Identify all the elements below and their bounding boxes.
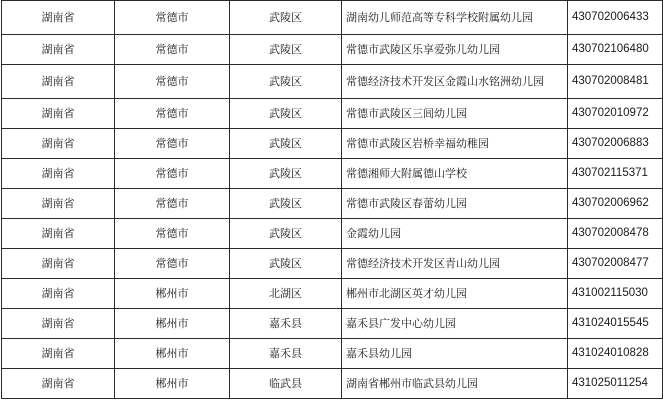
province-cell: 湖南省	[2, 65, 115, 99]
district-cell: 北湖区	[230, 279, 342, 309]
province-cell: 湖南省	[2, 369, 115, 399]
province-cell: 湖南省	[2, 219, 115, 249]
code-cell: 431024015545	[568, 309, 663, 339]
district-cell: 武陵区	[230, 219, 342, 249]
province-cell: 湖南省	[2, 339, 115, 369]
school-cell: 常德湘师大附属德山学校	[342, 159, 568, 189]
table-row	[2, 65, 663, 99]
city-cell: 常德市	[115, 99, 230, 129]
city-cell: 郴州市	[115, 309, 230, 339]
code-cell: 431024010828	[568, 339, 663, 369]
code-cell: 431002115030	[568, 279, 663, 309]
city-cell: 常德市	[115, 35, 230, 65]
province-cell: 湖南省	[2, 189, 115, 219]
city-cell: 常德市	[115, 129, 230, 159]
code-cell: 430702006883	[568, 129, 663, 159]
school-cell: 嘉禾县幼儿园	[342, 339, 568, 369]
province-cell: 湖南省	[2, 159, 115, 189]
school-cell: 常德市武陵区乐享爱弥儿幼儿园	[342, 35, 568, 65]
school-cell: 常德市武陵区岩桥幸福幼稚园	[342, 129, 568, 159]
city-cell: 常德市	[115, 219, 230, 249]
table-row	[2, 369, 663, 399]
district-cell: 武陵区	[230, 65, 342, 99]
province-cell: 湖南省	[2, 1, 115, 35]
city-cell: 常德市	[115, 1, 230, 35]
code-cell: 430702010972	[568, 99, 663, 129]
city-cell: 常德市	[115, 65, 230, 99]
district-cell: 武陵区	[230, 35, 342, 65]
province-cell: 湖南省	[2, 35, 115, 65]
district-cell: 武陵区	[230, 1, 342, 35]
city-cell: 常德市	[115, 159, 230, 189]
table-row	[2, 339, 663, 369]
table-row	[2, 309, 663, 339]
city-cell: 郴州市	[115, 339, 230, 369]
table-row	[2, 219, 663, 249]
code-cell: 430702008478	[568, 219, 663, 249]
district-cell: 临武县	[230, 369, 342, 399]
school-cell: 常德市武陵区三闾幼儿园	[342, 99, 568, 129]
city-cell: 常德市	[115, 189, 230, 219]
province-cell: 湖南省	[2, 279, 115, 309]
code-cell: 430702008481	[568, 65, 663, 99]
kindergarten-table	[1, 0, 663, 399]
province-cell: 湖南省	[2, 309, 115, 339]
code-cell: 430702106480	[568, 35, 663, 65]
district-cell: 嘉禾县	[230, 309, 342, 339]
code-cell: 430702006962	[568, 189, 663, 219]
school-cell: 常德经济技术开发区金霞山水铭洲幼儿园	[342, 65, 568, 99]
district-cell: 武陵区	[230, 249, 342, 279]
city-cell: 常德市	[115, 249, 230, 279]
table-row	[2, 189, 663, 219]
table-row	[2, 99, 663, 129]
table-row	[2, 1, 663, 35]
district-cell: 武陵区	[230, 159, 342, 189]
school-cell: 金霞幼儿园	[342, 219, 568, 249]
district-cell: 武陵区	[230, 189, 342, 219]
province-cell: 湖南省	[2, 129, 115, 159]
city-cell: 郴州市	[115, 369, 230, 399]
table-row	[2, 249, 663, 279]
table-body	[2, 1, 663, 399]
district-cell: 嘉禾县	[230, 339, 342, 369]
district-cell: 武陵区	[230, 99, 342, 129]
province-cell: 湖南省	[2, 249, 115, 279]
code-cell: 430702006433	[568, 1, 663, 35]
school-cell: 郴州市北湖区英才幼儿园	[342, 279, 568, 309]
code-cell: 430702115371	[568, 159, 663, 189]
table-row	[2, 35, 663, 65]
city-cell: 郴州市	[115, 279, 230, 309]
table-row	[2, 279, 663, 309]
table-row	[2, 129, 663, 159]
school-cell: 常德市武陵区春蕾幼儿园	[342, 189, 568, 219]
district-cell: 武陵区	[230, 129, 342, 159]
school-cell: 嘉禾县广发中心幼儿园	[342, 309, 568, 339]
province-cell: 湖南省	[2, 99, 115, 129]
code-cell: 431025011254	[568, 369, 663, 399]
code-cell: 430702008477	[568, 249, 663, 279]
school-cell: 湖南幼儿师范高等专科学校附属幼儿园	[342, 1, 568, 35]
school-cell: 常德经济技术开发区青山幼儿园	[342, 249, 568, 279]
table-row	[2, 159, 663, 189]
school-cell: 湖南省郴州市临武县幼儿园	[342, 369, 568, 399]
